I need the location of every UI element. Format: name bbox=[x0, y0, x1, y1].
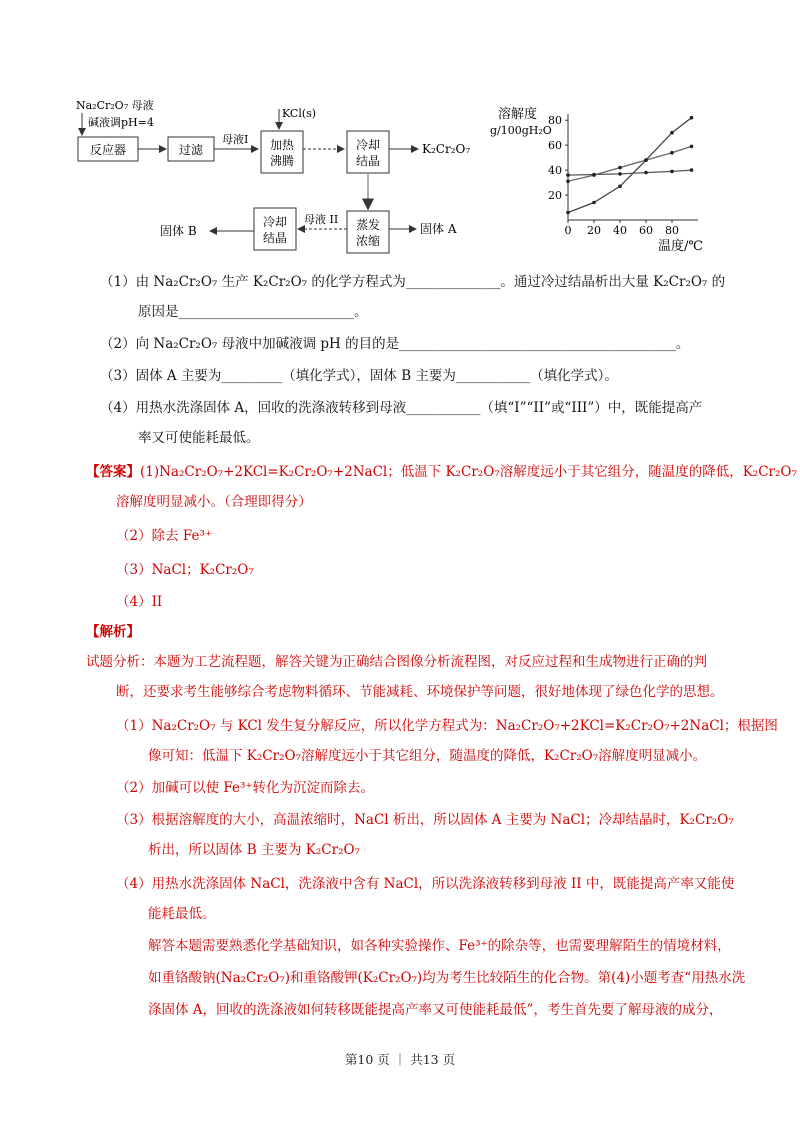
answer-tag: 【答案】 bbox=[86, 464, 140, 480]
answer-2: （2）除去 Fe³⁺ bbox=[116, 528, 213, 544]
chart-data-point bbox=[670, 170, 674, 174]
analysis-step-2: （2）加碱可以使 Fe³⁺转化为沉淀而除去。 bbox=[116, 780, 375, 796]
process-flow-diagram bbox=[60, 95, 520, 260]
analysis-step-1-line-1: （1）Na₂Cr₂O₇ 与 KCl 发生复分解反应，所以化学方程式为：Na₂Cr₂O₇+2KCl=K₂Cr₂O₇+2NaCl；根据图 bbox=[116, 718, 778, 734]
question-1-line-2: 原因是__________________________。 bbox=[138, 304, 368, 320]
analysis-step-4-line-2: 能耗最低。 bbox=[148, 906, 216, 922]
heat-label-2: 沸腾 bbox=[269, 154, 295, 168]
chart-x-tick-label: 0 bbox=[564, 224, 572, 237]
na-label: Na₂Cr₂O₇ 母液 bbox=[76, 99, 154, 112]
chart-y-tick-label: 80 bbox=[548, 114, 562, 128]
cool2-label-1: 冷却 bbox=[262, 215, 288, 229]
cool2-label-2: 结晶 bbox=[262, 231, 288, 245]
analysis-tag: 【解析】 bbox=[86, 624, 140, 640]
chart-data-point bbox=[566, 173, 570, 177]
chart-data-point bbox=[690, 116, 694, 120]
chart-data-point bbox=[592, 173, 596, 177]
chart-x-tick-label: 40 bbox=[613, 224, 627, 237]
solid-b-label: 固体 B bbox=[160, 224, 197, 238]
chart-yunit: g/100gH₂O bbox=[490, 124, 552, 137]
chart-data-point bbox=[670, 131, 674, 135]
chart-data-point bbox=[618, 172, 622, 176]
question-3: （3）固体 A 主要为_________（填化学式），固体 B 主要为___________（填化学式）。 bbox=[100, 368, 618, 384]
product-label: K₂Cr₂O₇ bbox=[422, 142, 471, 156]
answer-1-line-2: 溶解度明显减小。（合理即得分） bbox=[116, 494, 312, 510]
analysis-para-1-line-2: 断，还要求考生能够综合考虑物料循环、节能减耗、环境保护等问题，很好地体现了绿色化学的思想。 bbox=[116, 684, 724, 700]
analysis-step-3-line-1: （3）根据溶解度的大小，高温浓缩时，NaCl 析出，所以固体 A 主要为 NaCl；冷却结晶时，K₂Cr₂O₇ bbox=[116, 812, 734, 828]
chart-data-point bbox=[566, 211, 570, 215]
cool1-label-2: 结晶 bbox=[355, 154, 381, 168]
analysis-step-1-line-2: 像可知：低温下 K₂Cr₂O₇溶解度远小于其它组分，随温度的降低，K₂Cr₂O₇溶解度明显减小。 bbox=[148, 748, 707, 764]
chart-y-tick-label: 60 bbox=[548, 139, 562, 153]
chart-x-tick-label: 80 bbox=[665, 224, 679, 237]
chart-data-point bbox=[566, 180, 570, 184]
chart-data-point bbox=[618, 185, 622, 189]
analysis-extra-line-1: 解答本题需要熟悉化学基础知识，如各种实验操作、Fe³⁺的除杂等，也需要理解陌生的情境材料， bbox=[148, 938, 731, 954]
analysis-extra-line-2: 如重铬酸钠(Na₂Cr₂O₇)和重铬酸钾(K₂Cr₂O₇)均为考生比较陌生的化合物。第(4)小题考查“用热水洗 bbox=[148, 970, 746, 986]
heat-label-1: 加热 bbox=[269, 138, 295, 152]
chart-data-point bbox=[690, 145, 694, 149]
filter-label: 过滤 bbox=[178, 143, 204, 157]
question-4-line-2: 率又可使能耗最低。 bbox=[138, 430, 260, 446]
chart-data-point bbox=[644, 158, 648, 162]
cool1-label-1: 冷却 bbox=[355, 138, 381, 152]
chart-data-point bbox=[592, 201, 596, 205]
mother1-label: 母液I bbox=[222, 133, 249, 146]
question-2: （2）向 Na₂Cr₂O₇ 母液中加碱液调 pH 的目的是_________________________________________。 bbox=[100, 336, 690, 352]
analysis-extra-line-3: 涤固体 A，回收的洗涤液如何转移既能提高产率又可使能耗最低”，考生首先要了解母液的成分， bbox=[148, 1002, 723, 1018]
answer-1-text: (1)Na₂Cr₂O₇+2KCl=K₂Cr₂O₇+2NaCl；低温下 K₂Cr₂O₇溶解度远小于其它组分，随温度的降低，K₂Cr₂O₇ bbox=[140, 464, 797, 480]
page-footer: 第10 页 ｜ 共13 页 bbox=[344, 1052, 456, 1067]
question-1-line-1: （1）由 Na₂Cr₂O₇ 生产 K₂Cr₂O₇ 的化学方程式为______________。通过冷过结晶析出大量 K₂Cr₂O₇ 的 bbox=[100, 274, 726, 290]
mother2-label: 母液 II bbox=[304, 213, 339, 226]
answer-line-1 bbox=[86, 460, 797, 480]
analysis-step-4-line-1: （4）用热水洗涤固体 NaCl，洗涤液中含有 NaCl，所以洗涤液转移到母液 II 中，既能提高产率又能使 bbox=[116, 876, 735, 892]
chart-y-tick-label: 20 bbox=[548, 189, 562, 203]
question-4-line-1: （4）用热水洗涤固体 A，回收的洗涤液转移到母液___________（填“I”“II”或“III”）中，既能提高产 bbox=[100, 400, 703, 416]
jian-label: 碱液调pH=4 bbox=[88, 116, 154, 129]
chart-y-tick-label: 40 bbox=[548, 164, 562, 178]
chart-data-point bbox=[644, 171, 648, 175]
evap-label-2: 浓缩 bbox=[355, 234, 381, 248]
answer-4: （4）II bbox=[116, 594, 163, 610]
chart-data-point bbox=[690, 168, 694, 172]
kcl-label: KCl(s) bbox=[282, 107, 317, 120]
evap-label-1: 蒸发 bbox=[355, 218, 381, 232]
analysis-para-1-line-1: 试题分析：本题为工艺流程题，解答关键为正确结合图像分析流程图，对反应过程和生成物进行正确的判 bbox=[86, 654, 707, 670]
chart-x-tick-label: 20 bbox=[587, 224, 601, 237]
chart-ylabel: 溶解度 bbox=[498, 107, 538, 122]
chart-x-tick-label: 60 bbox=[639, 224, 653, 237]
solubility-chart bbox=[488, 100, 728, 260]
reactor-label: 反应器 bbox=[89, 143, 127, 157]
answer-3: （3）NaCl；K₂Cr₂O₇ bbox=[116, 562, 254, 578]
analysis-step-3-line-2: 析出，所以固体 B 主要为 K₂Cr₂O₇ bbox=[148, 842, 360, 858]
chart-xlabel: 温度/℃ bbox=[658, 239, 703, 254]
chart-data-point bbox=[670, 151, 674, 155]
solid-a-label: 固体 A bbox=[420, 222, 457, 236]
chart-data-point bbox=[618, 166, 622, 170]
